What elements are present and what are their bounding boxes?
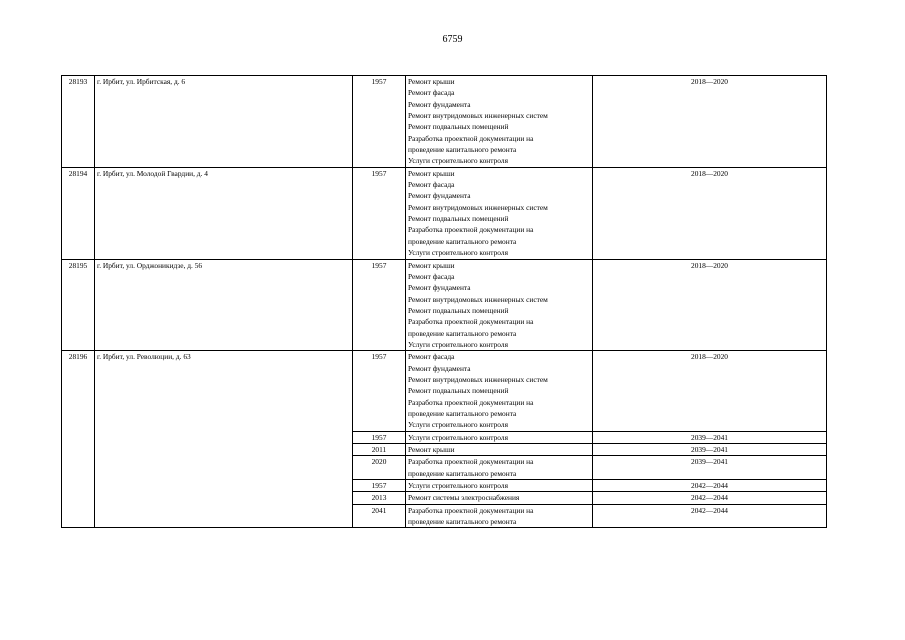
work-year: 1957 — [353, 480, 406, 492]
work-type-line: Ремонт внутридомовых инженерных систем — [408, 374, 548, 384]
work-type-line: проведение капитального ремонта — [408, 328, 517, 338]
work-type-line: проведение капитального ремонта — [408, 517, 517, 527]
table-row — [62, 259, 827, 351]
work-types — [406, 351, 593, 431]
work-type-line: Ремонт фундамента — [408, 283, 471, 293]
work-period: 2018—2020 — [593, 167, 827, 259]
work-year: 1957 — [353, 167, 406, 259]
work-type-line: проведение капитального ремонта — [408, 145, 517, 155]
work-type-line: Ремонт фасада — [408, 271, 455, 281]
work-type-line: проведение капитального ремонта — [408, 408, 517, 418]
work-types — [406, 444, 593, 456]
work-type-line: Разработка проектной документации на — [408, 133, 534, 143]
work-type-line: Разработка проектной документации на — [408, 505, 534, 515]
capital-repair-table — [61, 75, 827, 528]
work-type-line: Услуги строительного контроля — [408, 339, 508, 349]
work-types — [406, 259, 593, 351]
work-year: 2011 — [353, 444, 406, 456]
work-year: 1957 — [353, 431, 406, 443]
work-type-line: Ремонт системы электроснабжения — [408, 493, 520, 503]
record-number: 28194 — [62, 167, 95, 259]
work-types — [406, 431, 593, 443]
work-type-line: Ремонт подвальных помещений — [408, 214, 509, 224]
work-types — [406, 480, 593, 492]
record-number: 28196 — [62, 351, 95, 528]
work-type-line: Ремонт крыши — [408, 168, 455, 178]
work-year: 2041 — [353, 504, 406, 528]
work-period: 2042—2044 — [593, 480, 827, 492]
work-period: 2018—2020 — [593, 76, 827, 168]
record-number: 28193 — [62, 76, 95, 168]
record-address: г. Ирбит, ул. Орджоникидзе, д. 56 — [95, 259, 353, 351]
work-types — [406, 492, 593, 504]
work-types — [406, 167, 593, 259]
work-type-line: Услуги строительного контроля — [408, 248, 508, 258]
work-type-line: Разработка проектной документации на — [408, 225, 534, 235]
work-type-line: Ремонт внутридомовых инженерных систем — [408, 202, 548, 212]
work-type-line: Ремонт внутридомовых инженерных систем — [408, 111, 548, 121]
page-number: 6759 — [442, 34, 463, 45]
work-type-line: Ремонт фасада — [408, 352, 455, 362]
work-type-line: Услуги строительного контроля — [408, 420, 508, 430]
work-type-line: Ремонт внутридомовых инженерных систем — [408, 294, 548, 304]
work-types — [406, 76, 593, 168]
work-type-line: Ремонт крыши — [408, 77, 455, 86]
work-period: 2039—2041 — [593, 444, 827, 456]
work-year: 1957 — [353, 76, 406, 168]
table-row — [62, 76, 827, 168]
work-type-line: Разработка проектной документации на — [408, 457, 534, 467]
work-type-line: Ремонт фасада — [408, 88, 455, 98]
work-type-line: проведение капитального ремонта — [408, 468, 517, 478]
work-type-line: Разработка проектной документации на — [408, 317, 534, 327]
work-type-line: Ремонт фундамента — [408, 99, 471, 109]
work-year: 1957 — [353, 351, 406, 431]
work-type-line: Ремонт подвальных помещений — [408, 122, 509, 132]
table-row — [62, 351, 827, 431]
work-period: 2018—2020 — [593, 259, 827, 351]
work-type-line: проведение капитального ремонта — [408, 236, 517, 246]
work-type-line: Ремонт фундамента — [408, 191, 471, 201]
work-period: 2042—2044 — [593, 504, 827, 528]
work-type-line: Ремонт подвальных помещений — [408, 386, 509, 396]
table-body — [62, 76, 827, 528]
work-types — [406, 456, 593, 480]
record-address: г. Ирбит, ул. Молодой Гвардии, д. 4 — [95, 167, 353, 259]
record-address: г. Ирбит, ул. Ирбитская, д. 6 — [95, 76, 353, 168]
record-number: 28195 — [62, 259, 95, 351]
work-type-line: Услуги строительного контроля — [408, 432, 508, 442]
record-address: г. Ирбит, ул. Революции, д. 63 — [95, 351, 353, 528]
work-type-line: Ремонт крыши — [408, 445, 455, 454]
work-type-line: Ремонт подвальных помещений — [408, 305, 509, 315]
work-period: 2018—2020 — [593, 351, 827, 431]
work-type-line: Услуги строительного контроля — [408, 481, 508, 491]
work-type-line: Услуги строительного контроля — [408, 156, 508, 166]
work-period: 2039—2041 — [593, 456, 827, 480]
table-row — [62, 167, 827, 259]
work-types — [406, 504, 593, 528]
work-year: 2013 — [353, 492, 406, 504]
work-year: 1957 — [353, 259, 406, 351]
work-period: 2042—2044 — [593, 492, 827, 504]
work-type-line: Ремонт крыши — [408, 260, 455, 270]
work-year: 2020 — [353, 456, 406, 480]
work-type-line: Ремонт фундамента — [408, 363, 471, 373]
work-period: 2039—2041 — [593, 431, 827, 443]
work-type-line: Разработка проектной документации на — [408, 397, 534, 407]
work-type-line: Ремонт фасада — [408, 180, 455, 190]
